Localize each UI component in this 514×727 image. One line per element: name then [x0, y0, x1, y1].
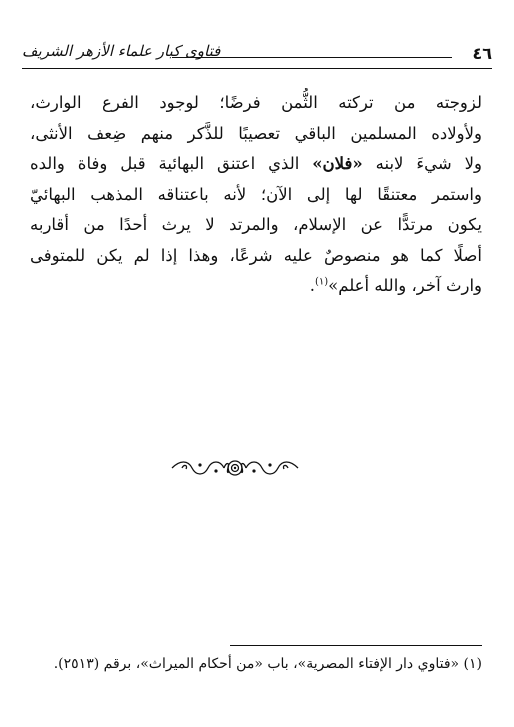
body-line-2: ولأولاده المسلمين الباقي تعصيبًا للذَّكر منهم ضِعف الأنثى، — [30, 123, 482, 143]
body-line-7-period: . — [309, 276, 315, 295]
body-paragraph — [30, 88, 482, 302]
body-line-3-end: الذي اعتنق البهائية قبل وفاة والده — [30, 154, 300, 173]
footnote-separator — [230, 645, 482, 646]
page-number: ٤٦ — [472, 44, 492, 63]
page-header — [22, 42, 492, 68]
person-name: «فلان» — [312, 154, 363, 173]
footnote-marker: (١) — [314, 276, 329, 288]
ornament-divider — [170, 456, 300, 480]
header-underline — [22, 68, 492, 69]
body-line-1: لزوجته من تركته الثُّمن فرضًا؛ لوجود الفرع الوارث، — [30, 93, 482, 112]
body-line-3-start: ولا شيءَ لابنه — [375, 154, 482, 173]
running-title: فتاوى كبار علماء الأزهر الشريف — [22, 42, 221, 60]
body-line-3 — [30, 149, 482, 180]
body-line-5: يكون مرتدًّا عن الإسلام، والمرتد لا يرث أحدًا من أقاربه — [30, 215, 482, 234]
footnote-text: (١) «فتاوي دار الإفتاء المصرية»، باب «من أحكام الميراث»، برقم (٢٥١٣). — [53, 656, 482, 672]
body-line-7-text: وارث آخر، والله أعلم» — [328, 276, 482, 295]
body-line-7 — [30, 271, 482, 302]
body-line-4: واستمر معتنقًا لها إلى الآن؛ لأنه باعتناقه المذهب البهائيّ — [30, 184, 482, 204]
body-line-6: أصلًا كما هو منصوصٌ عليه شرعًا، وهذا إذا لم يكن للمتوفى — [30, 245, 482, 265]
